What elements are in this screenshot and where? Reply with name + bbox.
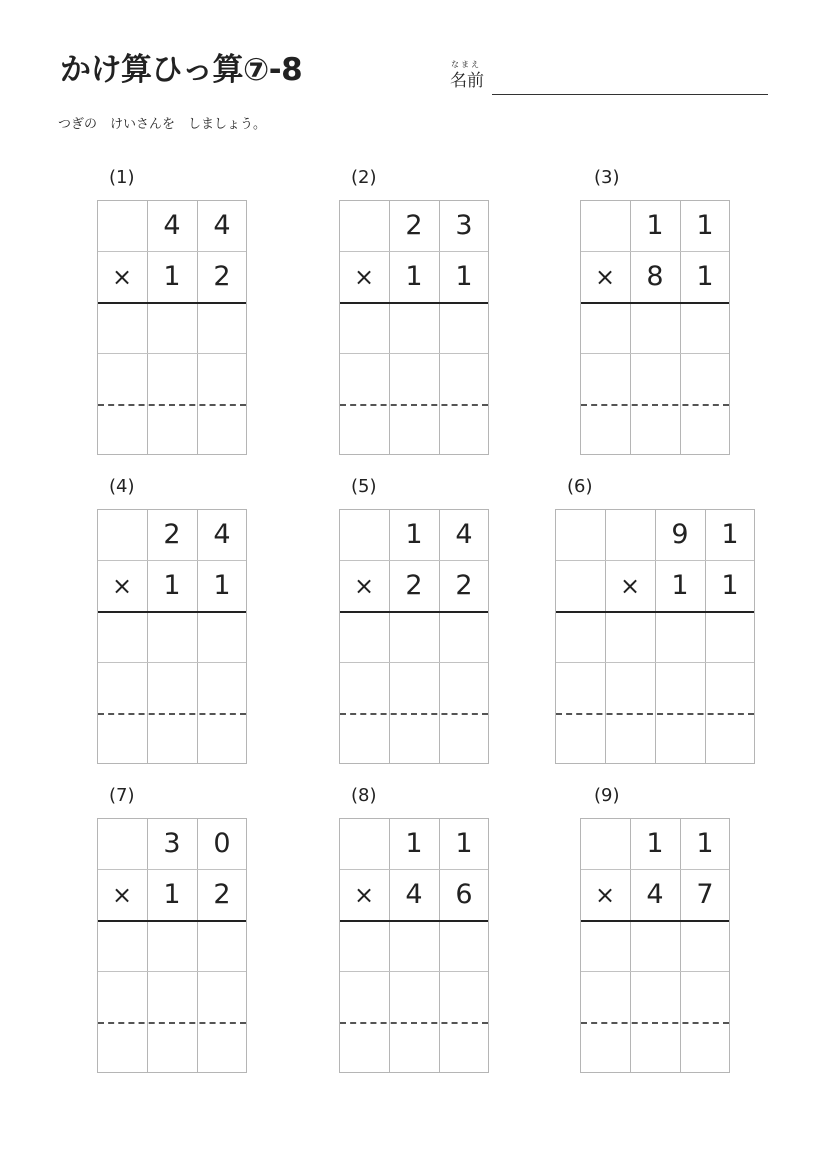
answer-cell[interactable] xyxy=(389,303,439,354)
problem-label-6: (6) xyxy=(567,476,593,497)
multiplier-digit: 1 xyxy=(163,570,181,601)
answer-cell[interactable] xyxy=(339,612,389,663)
multiplicand-digit: 1 xyxy=(696,828,714,859)
name-field xyxy=(450,60,770,100)
problem-label-7: (7) xyxy=(109,785,135,806)
answer-cell[interactable] xyxy=(630,303,680,354)
answer-cell[interactable] xyxy=(439,972,489,1023)
answer-cell[interactable] xyxy=(605,612,655,663)
multiplicand-digit: 4 xyxy=(455,519,473,550)
multiplier-digit: 7 xyxy=(696,879,714,910)
answer-cell[interactable] xyxy=(555,612,605,663)
multiplier-digit: 1 xyxy=(721,570,739,601)
answer-cell[interactable] xyxy=(439,663,489,714)
multiplicand-digit: 1 xyxy=(405,519,423,550)
answer-cell[interactable] xyxy=(97,921,147,972)
answer-cell[interactable] xyxy=(439,921,489,972)
answer-cell[interactable] xyxy=(339,663,389,714)
multiplier-digit: 1 xyxy=(163,879,181,910)
multiplier-digit: 1 xyxy=(405,261,423,292)
multiplicand-digit: 2 xyxy=(405,210,423,241)
name-ruby: なまえ xyxy=(451,60,481,69)
answer-cell[interactable] xyxy=(147,714,197,765)
answer-cell[interactable] xyxy=(580,405,630,456)
problem-label-4: (4) xyxy=(109,476,135,497)
name-label: 名前 xyxy=(450,71,484,91)
multiply-sign: × xyxy=(111,263,133,291)
problem-label-2: (2) xyxy=(351,167,377,188)
answer-cell[interactable] xyxy=(147,972,197,1023)
multiplicand-digit: 4 xyxy=(163,210,181,241)
problem-grid-7 xyxy=(97,818,247,1073)
answer-cell[interactable] xyxy=(389,921,439,972)
answer-cell[interactable] xyxy=(555,663,605,714)
multiplicand-digit: 0 xyxy=(213,828,231,859)
answer-cell[interactable] xyxy=(555,714,605,765)
answer-cell[interactable] xyxy=(705,612,755,663)
page-title: かけ算ひっ算⑦-8 xyxy=(60,52,303,88)
multiplier-digit: 2 xyxy=(213,879,231,910)
answer-cell[interactable] xyxy=(147,354,197,405)
problem-label-3: (3) xyxy=(594,167,620,188)
answer-cell[interactable] xyxy=(680,405,730,456)
answer-cell[interactable] xyxy=(97,612,147,663)
multiplier-digit: 2 xyxy=(455,570,473,601)
answer-cell[interactable] xyxy=(389,405,439,456)
answer-cell[interactable] xyxy=(147,405,197,456)
multiplier-digit: 6 xyxy=(455,879,473,910)
problem-grid-1 xyxy=(97,200,247,455)
problem-label-1: (1) xyxy=(109,167,135,188)
answer-cell[interactable] xyxy=(147,921,197,972)
answer-cell[interactable] xyxy=(580,1023,630,1074)
answer-cell[interactable] xyxy=(439,1023,489,1074)
multiplier-digit: 4 xyxy=(405,879,423,910)
multiplicand-digit: 1 xyxy=(696,210,714,241)
multiplicand-digit: 1 xyxy=(646,828,664,859)
multiplicand-digit: 9 xyxy=(671,519,689,550)
multiplier-digit: 8 xyxy=(646,261,664,292)
multiplier-digit: 2 xyxy=(405,570,423,601)
answer-cell[interactable] xyxy=(389,354,439,405)
answer-cell[interactable] xyxy=(97,1023,147,1074)
multiplicand-digit: 4 xyxy=(213,210,231,241)
multiply-sign: × xyxy=(594,263,616,291)
answer-cell[interactable] xyxy=(197,354,247,405)
answer-cell[interactable] xyxy=(339,1023,389,1074)
answer-cell[interactable] xyxy=(680,354,730,405)
problem-label-9: (9) xyxy=(594,785,620,806)
answer-cell[interactable] xyxy=(197,921,247,972)
multiplicand-digit: 3 xyxy=(163,828,181,859)
answer-cell[interactable] xyxy=(439,612,489,663)
multiplicand-digit: 2 xyxy=(163,519,181,550)
answer-cell[interactable] xyxy=(97,714,147,765)
answer-cell[interactable] xyxy=(389,663,439,714)
multiplicand-digit: 1 xyxy=(646,210,664,241)
answer-cell[interactable] xyxy=(97,663,147,714)
answer-cell[interactable] xyxy=(630,1023,680,1074)
answer-cell[interactable] xyxy=(580,972,630,1023)
multiply-sign: × xyxy=(619,572,641,600)
answer-cell[interactable] xyxy=(389,714,439,765)
answer-cell[interactable] xyxy=(339,405,389,456)
problem-grid-4 xyxy=(97,509,247,764)
answer-cell[interactable] xyxy=(439,405,489,456)
answer-cell[interactable] xyxy=(705,663,755,714)
answer-cell[interactable] xyxy=(97,354,147,405)
answer-cell[interactable] xyxy=(580,354,630,405)
answer-cell[interactable] xyxy=(439,303,489,354)
problem-grid-5 xyxy=(339,509,489,764)
multiplier-digit: 2 xyxy=(213,261,231,292)
answer-cell[interactable] xyxy=(147,612,197,663)
multiplier-digit: 1 xyxy=(213,570,231,601)
answer-cell[interactable] xyxy=(197,1023,247,1074)
answer-cell[interactable] xyxy=(389,972,439,1023)
multiply-sign: × xyxy=(353,572,375,600)
answer-cell[interactable] xyxy=(680,303,730,354)
instruction-text: つぎの けいさんを しましょう。 xyxy=(58,117,267,132)
answer-cell[interactable] xyxy=(147,1023,197,1074)
answer-cell[interactable] xyxy=(197,303,247,354)
problem-grid-2 xyxy=(339,200,489,455)
answer-cell[interactable] xyxy=(389,612,439,663)
problem-grid-8 xyxy=(339,818,489,1073)
answer-cell[interactable] xyxy=(655,663,705,714)
answer-cell[interactable] xyxy=(97,405,147,456)
answer-cell[interactable] xyxy=(339,714,389,765)
answer-cell[interactable] xyxy=(605,714,655,765)
answer-cell[interactable] xyxy=(97,303,147,354)
answer-cell[interactable] xyxy=(705,714,755,765)
answer-cell[interactable] xyxy=(197,612,247,663)
answer-cell[interactable] xyxy=(197,405,247,456)
multiplier-digit: 1 xyxy=(455,261,473,292)
answer-cell[interactable] xyxy=(339,972,389,1023)
answer-cell[interactable] xyxy=(339,921,389,972)
multiplicand-digit: 1 xyxy=(721,519,739,550)
answer-cell[interactable] xyxy=(197,972,247,1023)
answer-cell[interactable] xyxy=(439,714,489,765)
problem-grid-3 xyxy=(580,200,730,455)
answer-cell[interactable] xyxy=(147,303,197,354)
answer-cell[interactable] xyxy=(680,1023,730,1074)
multiplicand-digit: 4 xyxy=(213,519,231,550)
multiplier-digit: 4 xyxy=(646,879,664,910)
answer-cell[interactable] xyxy=(580,303,630,354)
answer-cell[interactable] xyxy=(439,354,489,405)
multiplier-digit: 1 xyxy=(671,570,689,601)
answer-cell[interactable] xyxy=(630,921,680,972)
multiplicand-digit: 1 xyxy=(455,828,473,859)
answer-cell[interactable] xyxy=(630,972,680,1023)
multiply-sign: × xyxy=(111,572,133,600)
answer-cell[interactable] xyxy=(339,354,389,405)
answer-cell[interactable] xyxy=(97,972,147,1023)
problem-label-5: (5) xyxy=(351,476,377,497)
multiply-sign: × xyxy=(594,881,616,909)
multiply-sign: × xyxy=(353,263,375,291)
name-write-line[interactable] xyxy=(492,94,768,95)
answer-cell[interactable] xyxy=(197,714,247,765)
multiplier-digit: 1 xyxy=(163,261,181,292)
problem-grid-6 xyxy=(555,509,755,764)
answer-cell[interactable] xyxy=(655,612,705,663)
problem-label-8: (8) xyxy=(351,785,377,806)
multiplicand-digit: 3 xyxy=(455,210,473,241)
multiplicand-digit: 1 xyxy=(405,828,423,859)
answer-cell[interactable] xyxy=(605,663,655,714)
answer-cell[interactable] xyxy=(580,921,630,972)
answer-cell[interactable] xyxy=(339,303,389,354)
answer-cell[interactable] xyxy=(655,714,705,765)
multiply-sign: × xyxy=(353,881,375,909)
answer-cell[interactable] xyxy=(197,663,247,714)
answer-cell[interactable] xyxy=(630,354,680,405)
answer-cell[interactable] xyxy=(680,921,730,972)
answer-cell[interactable] xyxy=(147,663,197,714)
multiplier-digit: 1 xyxy=(696,261,714,292)
multiply-sign: × xyxy=(111,881,133,909)
problem-grid-9 xyxy=(580,818,730,1073)
answer-cell[interactable] xyxy=(680,972,730,1023)
answer-cell[interactable] xyxy=(389,1023,439,1074)
answer-cell[interactable] xyxy=(630,405,680,456)
